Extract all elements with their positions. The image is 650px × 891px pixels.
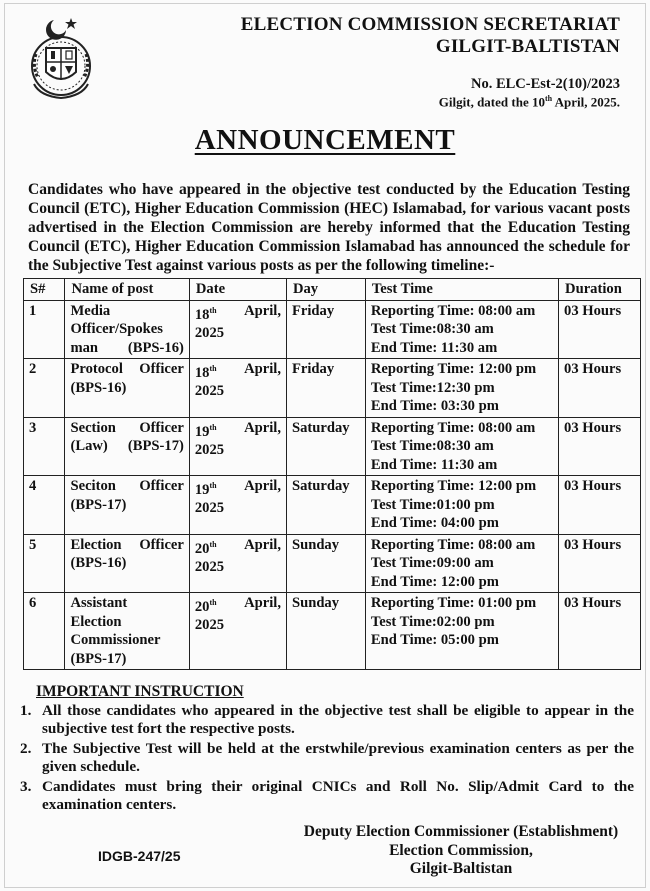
cell-test-time <box>365 300 558 359</box>
date-suffix: April, 2025. <box>552 94 620 110</box>
instruction-item <box>20 740 634 776</box>
reference-number: No. ELC-Est-2(10)/2023 <box>470 76 620 92</box>
date-line <box>195 302 281 324</box>
date-month: April, <box>244 478 281 494</box>
date-prefix: Gilgit, dated the 10 <box>438 94 545 110</box>
cell-day: Friday <box>286 300 365 359</box>
organization-name <box>241 14 620 58</box>
date-num: 20 <box>194 598 210 615</box>
signatory-line-2: Election Commission, <box>389 841 533 859</box>
test-time-line: Test Time:12:30 pm <box>370 379 495 396</box>
cell-day: Friday <box>286 359 365 418</box>
cell-duration: 03 Hours <box>559 359 641 418</box>
instruction-number: 2. <box>20 740 32 757</box>
cell-test-time <box>365 593 558 670</box>
date-day <box>195 536 217 558</box>
election-commission-emblem <box>26 14 96 100</box>
header-test-time: Test Time <box>365 279 558 301</box>
cell-day: Sunday <box>286 593 365 670</box>
test-time-line: Reporting Time: 12:00 pm <box>370 361 537 377</box>
cell-sno: 6 <box>24 593 65 670</box>
post-name-line: Commissioner <box>70 632 161 648</box>
cell-test-time <box>365 476 558 535</box>
instruction-text: The Subjective Test will be held at the erstwhile/previous examination centers as per the given schedule. <box>42 740 634 775</box>
date-day <box>195 477 217 499</box>
post-name-line: Assistant <box>70 595 128 611</box>
instruction-number: 3. <box>20 778 32 795</box>
date-num: 19 <box>194 423 210 440</box>
post-name-line: Protocol Officer <box>70 361 184 377</box>
cell-day: Saturday <box>286 476 365 535</box>
cell-post <box>65 593 189 670</box>
cell-sno: 5 <box>24 534 65 593</box>
cell-test-time <box>365 534 558 593</box>
cell-duration: 03 Hours <box>559 593 641 670</box>
date-line <box>195 477 281 499</box>
date-sup: th <box>209 364 217 373</box>
cell-sno: 1 <box>24 300 65 359</box>
schedule-table <box>23 278 641 670</box>
date-year: 2025 <box>194 500 225 517</box>
test-time-line: End Time: 12:00 pm <box>370 573 499 590</box>
cell-test-time <box>365 359 558 418</box>
table-row <box>24 593 641 670</box>
cell-sno: 3 <box>24 417 65 476</box>
post-name-line: Officer/Spokes <box>70 321 163 337</box>
date-month: April, <box>244 419 281 436</box>
cell-sno: 4 <box>24 476 65 535</box>
cell-post <box>65 359 189 418</box>
instruction-text: Candidates must bring their original CNICs and Roll No. Slip/Admit Card to the examination centers. <box>42 778 634 813</box>
test-time-line: Reporting Time: 08:00 am <box>370 419 536 436</box>
cell-sno: 2 <box>24 359 65 418</box>
test-time-line: End Time: 05:00 pm <box>370 632 499 648</box>
post-name-line: man (BPS-16) <box>70 339 184 356</box>
header-day: Day <box>286 279 365 301</box>
instruction-item <box>20 778 634 814</box>
date-sup: th <box>209 422 217 432</box>
date-year: 2025 <box>194 324 225 341</box>
post-name-line: Election Officer <box>70 536 184 553</box>
post-name-line: (BPS-17) <box>70 650 127 667</box>
date-day <box>195 419 217 441</box>
date-month: April, <box>244 595 281 611</box>
table-header-row <box>24 279 641 301</box>
post-name-line: (BPS-17) <box>70 496 127 513</box>
test-time-line: Reporting Time: 08:00 am <box>370 302 536 319</box>
header-date: Date <box>189 279 286 301</box>
intro-paragraph: Candidates who have appeared in the objective test conducted by the Education Testing Council (ETC), Higher Education Commission (HEC) Islamabad, for various vacant posts advertised in the Election Commission are hereby informed that the Education Testing Council (ETC), Higher Education Commission Islamabad has announced the schedule for the Subjective Test against various posts as per the following timeline:- <box>28 181 630 274</box>
cell-date <box>189 476 286 535</box>
test-time-line: Reporting Time: 08:00 am <box>370 536 536 553</box>
cell-date <box>189 534 286 593</box>
test-time-line: End Time: 11:30 am <box>370 339 498 356</box>
date-line <box>195 360 281 382</box>
date-num: 20 <box>194 540 210 557</box>
date-year: 2025 <box>194 441 225 458</box>
test-time-line: Test Time:08:30 am <box>370 321 494 337</box>
date-line <box>195 594 281 616</box>
test-time-line: Test Time:01:00 pm <box>370 496 495 513</box>
instruction-number: 1. <box>20 702 32 719</box>
instruction-item <box>20 702 634 738</box>
date-suffix-sup: th <box>544 94 553 103</box>
cell-date <box>189 359 286 418</box>
date-day <box>195 594 217 616</box>
test-time-line: End Time: 04:00 pm <box>370 515 499 531</box>
org-line-1: ELECTION COMMISSION SECRETARIAT <box>240 14 620 35</box>
date-month: April, <box>244 302 281 319</box>
table-row <box>24 417 641 476</box>
post-name-line: (BPS-16) <box>70 379 127 396</box>
signatory-line-3: Gilgit-Baltistan <box>409 860 513 877</box>
cell-test-time <box>365 417 558 476</box>
instructions-list <box>20 702 634 816</box>
cell-post <box>65 417 189 476</box>
issue-date <box>439 94 620 110</box>
cell-date <box>189 417 286 476</box>
date-line <box>195 419 281 441</box>
date-year: 2025 <box>194 617 225 634</box>
date-line <box>195 536 281 558</box>
cell-post <box>65 300 189 359</box>
table-row <box>24 300 641 359</box>
date-day <box>195 360 217 382</box>
header-sno: S# <box>24 279 65 301</box>
test-time-line: End Time: 11:30 am <box>370 456 498 473</box>
date-sup: th <box>209 481 217 490</box>
signatory-line-1: Deputy Election Commissioner (Establishment) <box>303 823 619 840</box>
cell-day: Saturday <box>286 417 365 476</box>
post-name-line: Election <box>70 613 122 630</box>
date-month: April, <box>244 361 281 377</box>
table-row <box>24 534 641 593</box>
test-time-line: Reporting Time: 01:00 pm <box>370 595 537 611</box>
cell-duration: 03 Hours <box>559 417 641 476</box>
header-duration: Duration <box>559 279 641 301</box>
test-time-line: Test Time:02:00 pm <box>370 613 495 630</box>
test-time-line: End Time: 03:30 pm <box>370 398 499 414</box>
instruction-text: All those candidates who appeared in the objective test shall be eligible to appear in the subjective test fort the respective posts. <box>42 702 634 737</box>
cell-day: Sunday <box>286 534 365 593</box>
test-time-line: Test Time:08:30 am <box>370 438 494 454</box>
page-title: ANNOUNCEMENT <box>194 124 456 156</box>
date-num: 19 <box>194 481 210 498</box>
cell-duration: 03 Hours <box>559 476 641 535</box>
post-name-line: (BPS-16) <box>70 555 127 571</box>
ad-reference-code: IDGB-247/25 <box>98 848 181 864</box>
post-name-line: Seciton Officer <box>70 478 184 494</box>
date-sup: th <box>209 539 217 549</box>
date-sup: th <box>209 305 217 315</box>
date-year: 2025 <box>194 383 225 400</box>
signatory-block <box>296 823 626 879</box>
table-row <box>24 476 641 535</box>
post-name-line: Section Officer <box>70 419 184 436</box>
cell-duration: 03 Hours <box>559 300 641 359</box>
date-month: April, <box>244 536 281 553</box>
date-sup: th <box>209 598 217 607</box>
date-num: 18 <box>194 364 210 381</box>
cell-post <box>65 476 189 535</box>
table-row <box>24 359 641 418</box>
cell-post <box>65 534 189 593</box>
header-post: Name of post <box>65 279 189 301</box>
instructions-title: IMPORTANT INSTRUCTION <box>36 683 244 700</box>
cell-date <box>189 300 286 359</box>
test-time-line: Test Time:09:00 am <box>370 555 494 571</box>
date-day <box>195 302 217 324</box>
post-name-line: Media <box>70 302 111 319</box>
post-name-line: (Law) (BPS-17) <box>70 438 184 454</box>
cell-duration: 03 Hours <box>559 534 641 593</box>
date-num: 18 <box>194 306 210 323</box>
date-year: 2025 <box>194 558 225 575</box>
org-line-2: GILGIT-BALTISTAN <box>435 36 620 57</box>
cell-date <box>189 593 286 670</box>
test-time-line: Reporting Time: 12:00 pm <box>370 478 537 494</box>
